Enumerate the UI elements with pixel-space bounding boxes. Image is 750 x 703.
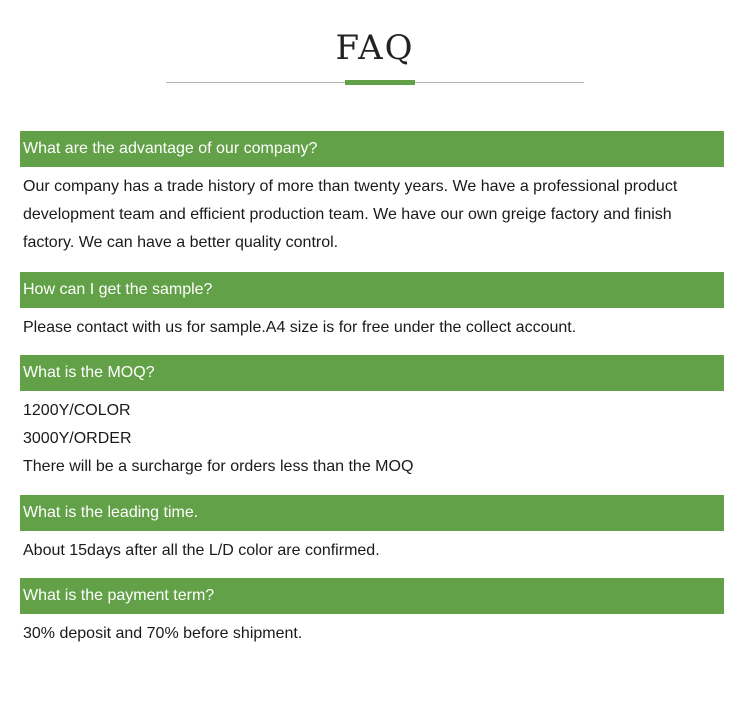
faq-answer xyxy=(20,391,724,481)
answer-line: 1200Y/COLOR xyxy=(23,402,131,419)
answer-line: Our company has a trade history of more than twenty years. We have a professional product xyxy=(23,178,678,195)
faq-answer xyxy=(20,167,724,257)
answer-line: Please contact with us for sample.A4 size is for free under the collect account. xyxy=(23,319,577,336)
page-title: FAQ xyxy=(335,28,415,68)
faq-question: How can I get the sample? xyxy=(20,272,724,308)
answer-line: There will be a surcharge for orders less than the MOQ xyxy=(23,458,414,475)
faq-item xyxy=(20,578,724,648)
title-accent-bar xyxy=(345,80,415,85)
answer-line: 30% deposit and 70% before shipment. xyxy=(23,625,303,642)
faq-question: What is the payment term? xyxy=(20,578,724,614)
faq-item xyxy=(20,272,724,342)
faq-answer xyxy=(20,614,724,648)
faq-item xyxy=(20,355,724,481)
faq-answer xyxy=(20,308,724,342)
answer-line: development team and efficient production team. We have our own greige factory and finish xyxy=(23,206,672,223)
answer-line: 3000Y/ORDER xyxy=(23,430,132,447)
faq-question: What are the advantage of our company? xyxy=(20,131,724,167)
faq-item xyxy=(20,131,724,257)
answer-line: About 15days after all the L/D color are confirmed. xyxy=(23,542,380,559)
faq-question: What is the leading time. xyxy=(20,495,724,531)
answer-line: factory. We can have a better quality control. xyxy=(23,234,339,251)
faq-item xyxy=(20,495,724,565)
faq-answer xyxy=(20,531,724,565)
faq-question: What is the MOQ? xyxy=(20,355,724,391)
